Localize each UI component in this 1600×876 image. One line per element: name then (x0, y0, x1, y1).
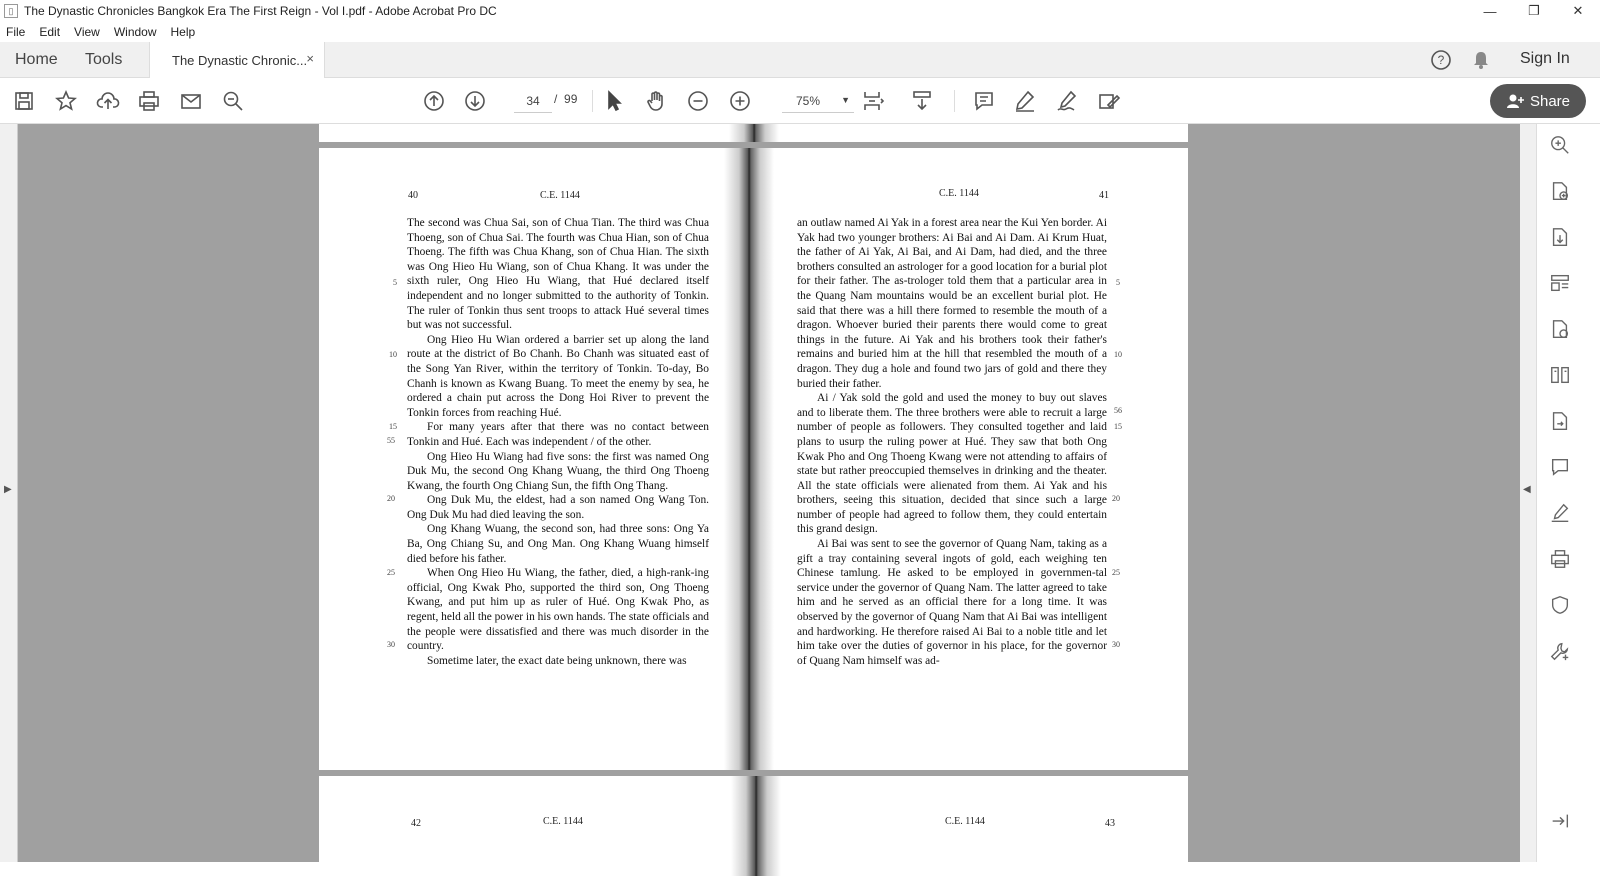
right-page-header: C.E. 1144 (939, 188, 979, 199)
comment-icon[interactable] (970, 87, 998, 115)
left-page-text (407, 216, 709, 668)
organize-pages-icon[interactable] (1547, 270, 1573, 296)
save-icon[interactable] (10, 87, 38, 115)
paragraph: When Ong Hieo Hu Wiang, the father, died, a high-rank-ing official, Ong Kwak Pho, supported the third son, Ong Thoeng Kwang, and put him up as ruler of Hué. Ong Kwak Pho, as regent, held all the power in his own hands. The state officials and the people were dissatisfied and there was much disorder in the country. (407, 567, 709, 653)
menu-help[interactable]: Help (170, 25, 196, 39)
page-fit-icon[interactable] (858, 87, 886, 115)
collapse-right-pane-icon: ◀ (1523, 484, 1531, 495)
restore-button[interactable]: ❐ (1528, 3, 1540, 18)
document-view[interactable] (18, 124, 1520, 862)
line-number: 10 (1114, 350, 1122, 359)
bookmark-star-icon[interactable] (52, 87, 80, 115)
protect-shield-icon[interactable] (1547, 592, 1573, 618)
page-count (554, 92, 577, 106)
previous-page-icon[interactable] (420, 87, 448, 115)
total-pages: 99 (564, 92, 578, 106)
menu-file[interactable]: File (6, 25, 26, 39)
add-person-icon (1506, 93, 1524, 109)
close-window-button[interactable]: ✕ (1572, 3, 1584, 18)
zoom-level-select[interactable] (782, 89, 854, 113)
next-right-page-number: 43 (1105, 818, 1115, 829)
upload-cloud-icon[interactable] (94, 87, 122, 115)
line-number: 5 (393, 278, 397, 287)
line-number: 20 (387, 494, 395, 503)
paragraph: Ai / Yak sold the gold and used the money to buy out slaves and to liberate them. The three brothers were able to recruit a large number of people as followers. They consulted together and laid plans to usurp the ruling power at Hué. They saw that both Ong Kwak Pho and Ong Thoeng Kwang were not attending to affairs of state but rather preoccupied themselves in drinking and the theater. All the state officials were alienated from them. Ai Yak and his brothers, seeing this situation, decided that since such a large number of people had agreed to follow them, they could entertain this grand design. (797, 392, 1107, 536)
close-tab-button[interactable]: × (306, 51, 314, 66)
send-for-review-icon[interactable] (1547, 408, 1573, 434)
more-tools-icon[interactable] (1547, 638, 1573, 664)
previous-page-sliver (319, 124, 1188, 142)
comment-pane-icon[interactable] (1547, 454, 1573, 480)
search-magnifier-icon[interactable] (219, 87, 247, 115)
left-page-number: 40 (408, 190, 418, 201)
line-number: 15 (1114, 422, 1122, 431)
paragraph: Sometime later, the exact date being unknown, there was (427, 654, 687, 667)
main-toolbar (0, 78, 1600, 124)
page-spread (319, 148, 1188, 770)
compare-files-icon[interactable] (1547, 362, 1573, 388)
next-page-spread (319, 776, 1188, 876)
tab-document[interactable] (149, 42, 325, 79)
menu-window[interactable]: Window (113, 25, 157, 39)
sign-in-link[interactable]: Sign In (1520, 50, 1570, 67)
page-number-input[interactable]: 34 (514, 89, 552, 113)
tools-pane (1536, 124, 1600, 862)
toolbar-divider (954, 90, 955, 112)
next-right-page-header: C.E. 1144 (945, 816, 985, 827)
title-bar (0, 0, 1600, 22)
paragraph: Ong Hieo Hu Wiang had five sons: the first was named Ong Duk Mu, the second Ong Khang Wuang, the third Ong Thoeng Kwang, the fourth Ong Chiang Sun, the fifth Ong Thang. (407, 450, 709, 492)
line-number: 20 (1112, 494, 1120, 503)
toolbar-divider (592, 90, 593, 112)
tab-tools[interactable]: Tools (85, 51, 123, 68)
line-number: 30 (387, 640, 395, 649)
paragraph: Ong Khang Wuang, the second son, had three sons: Ong Ya Ba, Ong Chiang Su, and Ong Man. Ong Khang Wuang himself died before his father. (407, 523, 709, 565)
email-envelope-icon[interactable] (177, 87, 205, 115)
acrobat-app-icon: ▯ (4, 4, 18, 18)
zoom-level-value: 75% (796, 93, 821, 108)
hand-pan-icon[interactable] (642, 87, 670, 115)
line-number: 25 (1112, 568, 1120, 577)
line-number: 55 (387, 436, 395, 445)
left-page-header: C.E. 1144 (540, 190, 580, 201)
collapse-pane-icon[interactable] (1547, 808, 1573, 834)
edit-pdf-icon[interactable] (1547, 316, 1573, 342)
next-page-icon[interactable] (461, 87, 489, 115)
line-number: 25 (387, 568, 395, 577)
select-cursor-icon[interactable] (600, 87, 628, 115)
menu-view[interactable]: View (74, 25, 100, 39)
create-pdf-icon[interactable] (1547, 178, 1573, 204)
line-number: 15 (389, 422, 397, 431)
zoom-out-icon[interactable] (684, 87, 712, 115)
expand-left-panel-icon: ▶ (4, 484, 12, 495)
line-number: 5 (1116, 278, 1120, 287)
next-left-page-header: C.E. 1144 (543, 816, 583, 827)
right-page-text (797, 216, 1107, 668)
line-number: 10 (389, 350, 397, 359)
notifications-bell-icon[interactable] (1470, 49, 1492, 71)
share-button[interactable] (1490, 84, 1586, 118)
paragraph: Ong Duk Mu, the eldest, had a son named Ong Wang Ton. Ong Duk Mu had died leaving the son. (407, 494, 709, 521)
paragraph: For many years after that there was no contact between Tonkin and Hué. Each was independent / of the other. (407, 421, 709, 448)
window-title: The Dynastic Chronicles Bangkok Era The First Reign - Vol I.pdf - Adobe Acrobat Pro DC (24, 4, 497, 18)
paragraph: Ai Bai was sent to see the governor of Quang Nam, taking as a gift a tray containing several ingots of gold, each weighing ten Chinese tamlung. He asked to be employed in governmen-tal service under the governor of Quang Nam. The latter agreed to take him and he served as an official there for a long time. It was observed by the governor of Quang Nam that Ai Bai was intelligent and hardworking. He therefore raised Ai Bai to a noble title and let him take over the duties of governor in his place, for the governor of Quang Nam himself was ad- (797, 538, 1107, 667)
left-panel-toggle[interactable] (0, 124, 18, 862)
next-left-page-number: 42 (411, 818, 421, 829)
paragraph: Ong Hieo Hu Wian ordered a barrier set up along the land route at the district of Bo Chanh. Bo Chanh was situated east of the Song Yan River, within the territory of Tonkin. To-day, Bo Chanh is known as Kwang Buang. To meet the enemy by sea, he ordered a chain put across the Dong Hoi River to prevent the Tonkin forces from reaching Hué. (407, 333, 709, 419)
paragraph: The second was Chua Sai, son of Chua Tian. The third was Chua Thoeng, son of Chua Sai. The fourth was Chua Hian, son of Chua Thoeng. The fifth was Chua Khang, son of Chua Hian. The sixth was Ong Hieo Hu Wiang, son of Chua Khang. It was under the sixth ruler, Ong Hieo Hu Wiang, that Hué declared itself independent and no longer submitted to the authority of Tonkin. The ruler of Tonkin thus sent troops to attack Hué several times but was not successful. (407, 217, 709, 332)
right-page-number: 41 (1099, 190, 1109, 201)
paragraph: an outlaw named Ai Yak in a forest area near the Kui Yen border. Ai Yak had two younger brothers: Ai Bai and Ai Dam. Ai Krum Huat, the father of Ai Yak, Ai Bai, and Ai Dam, had died, and the three brothers consulted an astrologer for a good location for a burial plot for their father. The as-trologer told them that a particular area in the Quang Nam mountains would be an excellent burial plot. He said that there was a hill there formed to resemble the mouth of a dragon. Whoever buried their parents there would come to great things in the future. Ai Yak and his brothers took their father's remains and buried him at the hill that resembled the mouth of a dragon. They dug a hole and found two jars of gold and there they buried their father. (797, 217, 1107, 390)
svg-text:?: ? (1437, 53, 1445, 67)
page-gutter (729, 124, 779, 142)
redact-tool-icon[interactable] (1095, 87, 1123, 115)
right-pane-toggle[interactable] (1520, 124, 1536, 862)
document-tab-label: The Dynastic Chronic... (172, 53, 308, 68)
menu-edit[interactable]: Edit (39, 25, 61, 39)
chevron-down-icon: ▼ (841, 95, 850, 105)
highlight-pen-icon[interactable] (1011, 87, 1039, 115)
page-separator: / (554, 92, 558, 106)
print-production-icon[interactable] (1547, 546, 1573, 572)
scrolling-mode-icon[interactable] (908, 87, 936, 115)
share-button-label: Share (1529, 92, 1571, 110)
enhance-scan-icon[interactable] (1547, 132, 1573, 158)
page-gutter (731, 776, 781, 876)
line-number: 30 (1112, 640, 1120, 649)
zoom-in-icon[interactable] (726, 87, 754, 115)
menu-bar (0, 22, 1600, 42)
minimize-button[interactable]: — (1483, 3, 1497, 19)
print-icon[interactable] (135, 87, 163, 115)
export-pdf-icon[interactable] (1547, 224, 1573, 250)
tab-bar (0, 42, 1600, 78)
page-gutter (724, 148, 774, 770)
line-number: 56 (1114, 406, 1122, 415)
tab-home[interactable]: Home (15, 51, 58, 68)
fill-sign-icon[interactable] (1547, 500, 1573, 526)
sign-pen-icon[interactable] (1053, 87, 1081, 115)
help-icon[interactable] (1430, 49, 1452, 71)
